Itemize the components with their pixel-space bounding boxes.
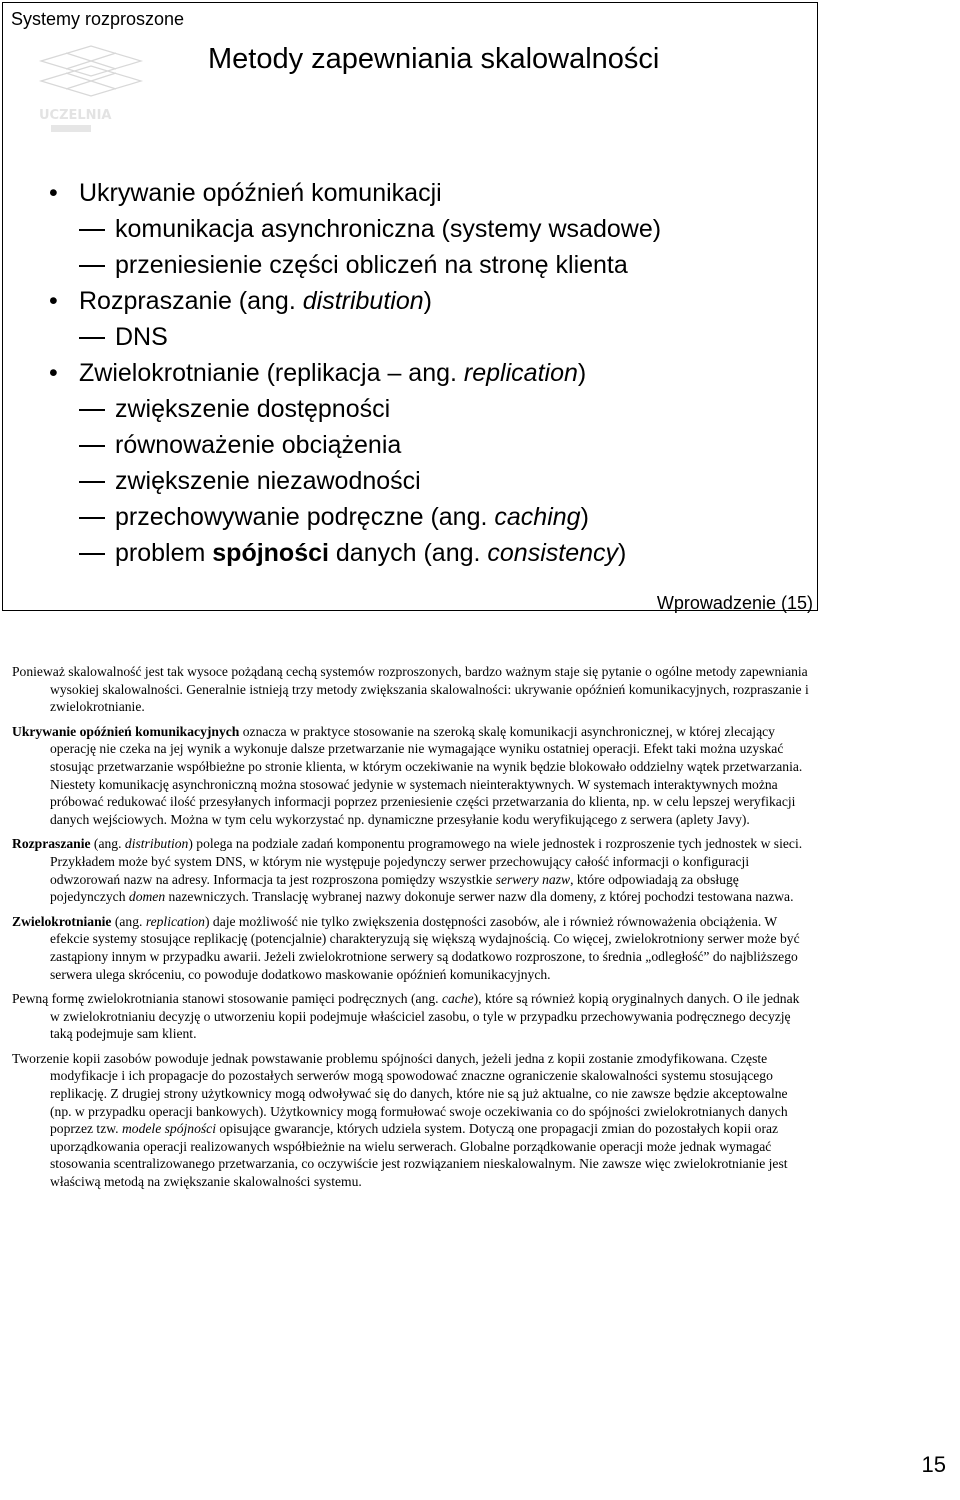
italic-term: serwery nazw (495, 871, 571, 887)
dash-icon (79, 517, 105, 519)
italic-term: distribution (124, 836, 189, 852)
sub-bullet-item (3, 499, 819, 535)
sub-bullet-item (3, 211, 819, 247)
text-run: ) daje możliwość nie tylko zwiększenia dostępności zasobów, ale i również równoważenia obciążenia. W efekcie systemy stosujące replikację (potencjalnie) charakteryzują się większą wydajnością. Co więcej, zwielokrotniony serwer może być zastąpiony innym w przypadku awarii. Jeżeli zwielokrotnione serwery są dodatkowo rozproszone, to średnia „odległość” do najbliższego serwera ulega skróceniu, co powoduje dodatkowo maskowanie opóźnień komunikacyjnych. (50, 913, 800, 982)
bullet-list (3, 175, 819, 571)
text-run: danych (ang. (328, 539, 488, 567)
bullet-icon: • (49, 179, 58, 207)
text-run: opisujące gwarancje, których udziela system. Dotyczą one propagacji zmian do pozostałych kopii oraz uporządkowania operacji realizowanych współbieżnie na wielu serwerach. Globalne porządkowanie operacji może jednak wymagać stosowania scentralizowanego przetwarzania, co oczywiście jest rozwiązaniem nieskalowalnym. Nie zawsze więc zwielokrotnianie jest właściwą metodą na zwiększanie skalowalności systemu. (50, 1121, 788, 1190)
bold-text: spójności (212, 539, 329, 567)
dash-icon (79, 337, 105, 339)
slide-title: Metody zapewniania skalowalności (208, 43, 660, 75)
notes-paragraph (12, 723, 812, 829)
italic-term: domen (128, 889, 166, 905)
text-run: Zwielokrotnianie (replikacja – ang. (79, 359, 464, 387)
text-run: Tworzenie kopii zasobów powoduje jednak powstawanie problemu spójności danych, jeżeli jedna z kopii zostanie zmodyfikowana. Częste modyfikacje i ich propagacje do pozostałych serwerów mogą spowodować znaczne ograniczenie skalowalności systemu stosującego replikację. Z drugiej strony użytkownicy mogą odwoływać się do danych, które nie są już aktualne, co nie zawsze będzie akceptowalne (np. w przypadku operacji bankowych). Użytkownicy mogą formułować swoje oczekiwania co do spójności zwielokrotnianych danych poprzez tzw. (12, 1050, 788, 1137)
sub-bullet-item (3, 535, 819, 571)
text-run: Rozpraszanie (ang. (79, 287, 303, 315)
italic-term: replication (145, 913, 205, 929)
sub-bullet-item (3, 427, 819, 463)
text-run: przechowywanie podręczne (ang. (115, 503, 495, 531)
text-run: przeniesienie części obliczeń na stronę klienta (115, 251, 628, 279)
sub-bullet-item (3, 463, 819, 499)
slide-footer: Wprowadzenie (15) (656, 593, 813, 613)
notes-paragraph (12, 835, 812, 905)
notes-paragraph (12, 990, 812, 1043)
text-run: równoważenie obciążenia (115, 431, 402, 459)
text-run: problem (115, 539, 213, 567)
text-run: zwiększenie dostępności (115, 395, 391, 423)
bullet-item (3, 283, 819, 319)
university-logo (31, 41, 151, 141)
italic-term: consistency (487, 539, 619, 567)
bullet-icon: • (49, 287, 58, 315)
dash-icon (79, 409, 105, 411)
slide (2, 2, 818, 611)
bullet-item (3, 175, 819, 211)
text-run: Ponieważ skalowalność jest tak wysoce pożądaną cechą systemów rozproszonych, bardzo ważnym staje się pytanie o ogólne metody zapewniania wysokiej skalowalności. Generalnie istnieją trzy metody zwiększania skalowalności: ukrywanie opóźnień komunikacyjnych, rozpraszanie i zwielokrotnianie. (12, 664, 809, 715)
text-run: nazewniczych. Translację wybranej nazwy dokonuje serwer nazw dla domeny, z której pochodzi testowana nazwa. (165, 889, 794, 905)
text-run: ) (577, 359, 587, 387)
text-run: oznacza w praktyce stosowanie na szeroką skalę komunikacji asynchronicznej, w której zlecający operację nie czeka na jej wynik a wykonuje dalsze przetwarzanie nie wymagające wyniku ostatniej operacji. Efekt taki można uzyskać stosując przetwarzanie współbieżne po stronie klienta, w którym oczekiwanie na wynik będzie blokowało oddzielny wątek przetwarzania. Niestety komunikację asynchroniczną można stosować jedynie w systemach nieinteraktywnych. W systemach interaktywnych można próbować redukować ilość przesyłanych informacji poprzez przeniesienie części przetwarzania do klienta, np. w celu lepszej weryfikacji danych wejściowych. Można w tym celu wykorzystać np. dynamiczne przesyłanie kodu weryfikującego z serwera (aplety Javy). (50, 723, 803, 827)
dash-icon (79, 265, 105, 267)
italic-term: distribution (302, 287, 424, 315)
text-run: ) polega na podziale zadań komponentu programowego na wiele jednostek i rozproszenie tych jednostek w sieci. Przykładem może być system DNS, w którym nie występuje pojedynczy serwer przechowujący całość informacji o konfiguracji odwzorowań nazw na adresy. Informacja ta jest rozproszona pomiędzy wszystkie (50, 836, 803, 887)
text-run: ), które są również kopią oryginalnych danych. O ile jednak w zwielokrotnianiu decyzję o utworzeniu kopii podejmuje właściciel zasobu, o tyle w przypadku przechowywania podręcznego decyzję taką podejmuje sam klient. (50, 991, 800, 1042)
bullet-item (3, 355, 819, 391)
page-number: 15 (921, 1452, 946, 1477)
slide-header: Systemy rozproszone (11, 9, 185, 29)
text-run: Ukrywanie opóźnień komunikacji (79, 179, 442, 207)
text-run: , które odpowiadają za obsługę pojedynczych (50, 871, 739, 905)
dash-icon (79, 481, 105, 483)
svg-text:UCZELNIA: UCZELNIA (39, 108, 112, 123)
text-run: zwiększenie niezawodności (115, 467, 421, 495)
italic-term: caching (494, 503, 581, 531)
italic-term: modele spójności (121, 1121, 216, 1137)
text-run: DNS (115, 323, 168, 351)
bold-text: Rozpraszanie (12, 836, 91, 852)
bullet-icon: • (49, 359, 58, 387)
text-run: (ang. (111, 913, 146, 929)
text-run: ) (580, 503, 589, 531)
bold-text: Zwielokrotnianie (12, 913, 112, 929)
text-run: Pewną formę zwielokrotniania stanowi stosowanie pamięci podręcznych (ang. (12, 991, 442, 1007)
dash-icon (79, 229, 105, 231)
italic-term: replication (463, 359, 578, 387)
text-run: ) (618, 539, 627, 567)
text-run: komunikacja asynchroniczna (systemy wsadowe) (115, 215, 662, 243)
lecture-notes (12, 663, 812, 1198)
bold-text: Ukrywanie opóźnień komunikacyjnych (12, 723, 240, 739)
notes-paragraph (12, 1050, 812, 1191)
sub-bullet-item (3, 319, 819, 355)
sub-bullet-item (3, 391, 819, 427)
dash-icon (79, 553, 105, 555)
text-run: (ang. (90, 836, 125, 852)
italic-term: cache (441, 991, 474, 1007)
notes-paragraph (12, 913, 812, 983)
text-run: ) (423, 287, 432, 315)
notes-paragraph (12, 663, 812, 716)
sub-bullet-item (3, 247, 819, 283)
dash-icon (79, 445, 105, 447)
